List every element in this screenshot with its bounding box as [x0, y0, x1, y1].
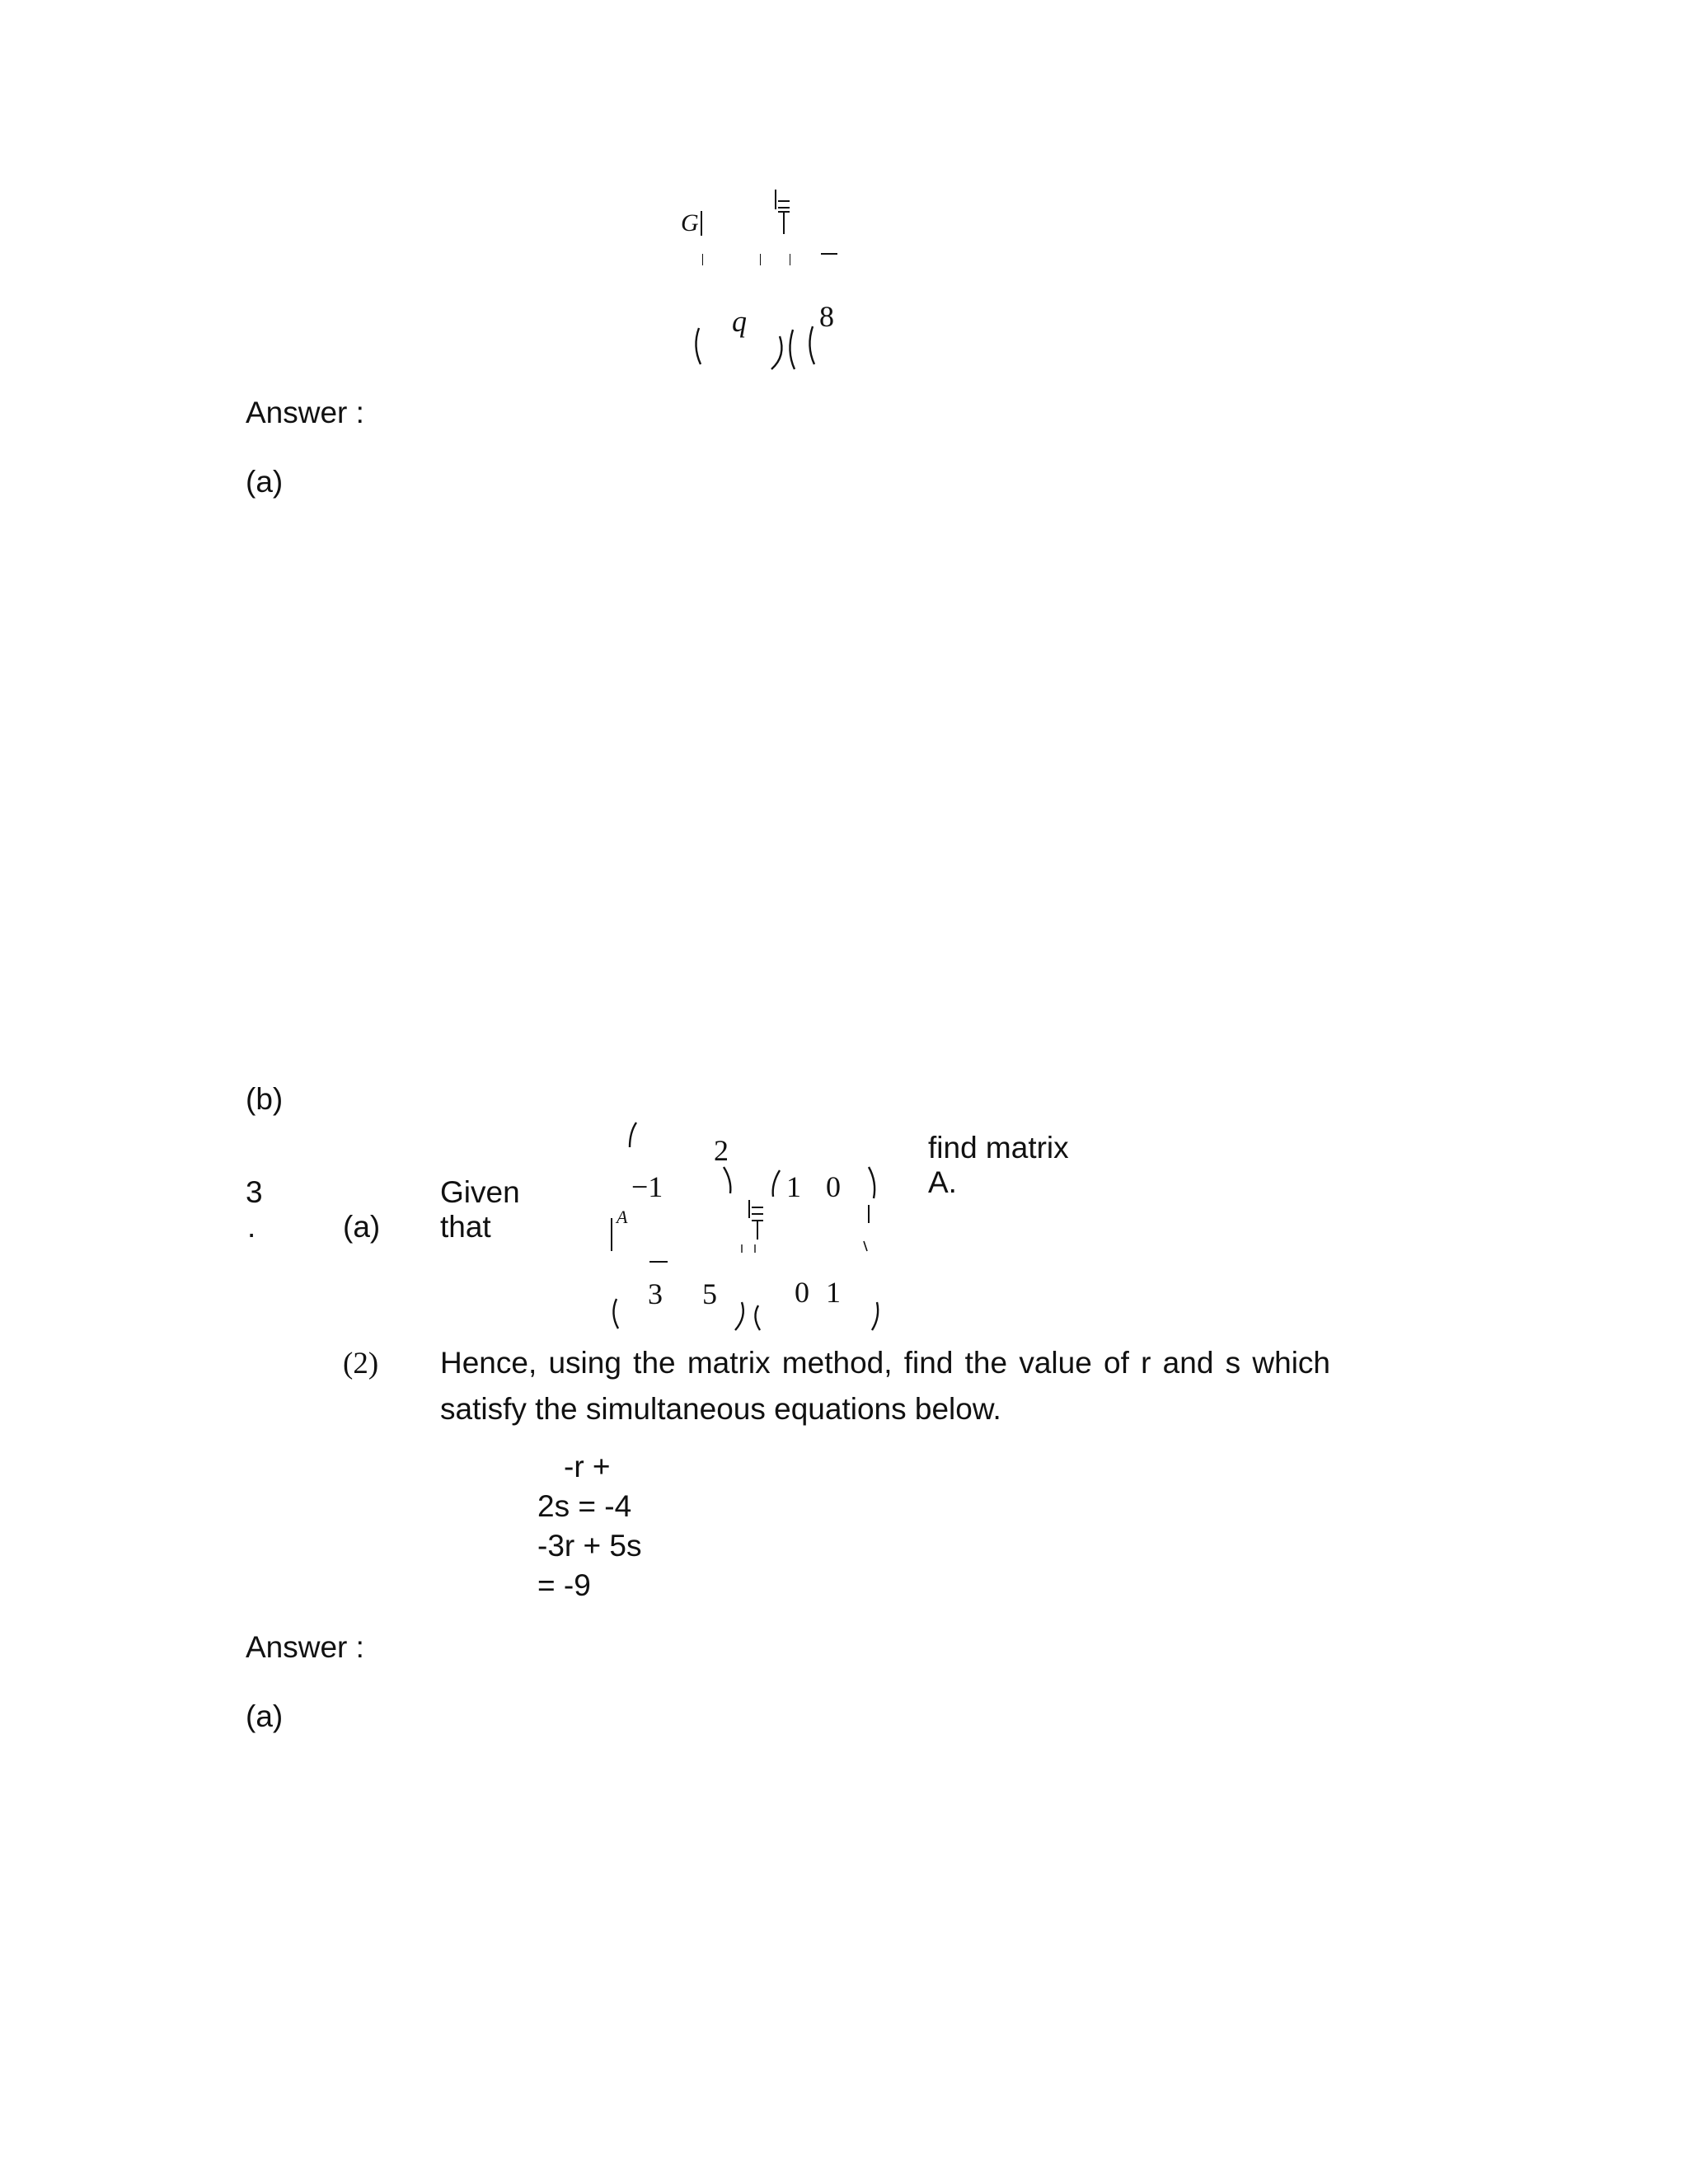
- answer-part-b-label: (b): [246, 1082, 284, 1116]
- bar-mark: [783, 211, 785, 234]
- question-number: 3: [246, 1175, 263, 1209]
- matrix-brackets: [602, 1119, 898, 1333]
- bar-mark: [748, 1200, 750, 1218]
- answer-label: Answer :: [246, 396, 364, 429]
- matrix-variable-a: A: [617, 1207, 628, 1227]
- identity-entry-r2c2: 1: [826, 1276, 841, 1309]
- equation-line-3: -3r + 5s: [537, 1529, 642, 1563]
- bar-mark: [775, 190, 776, 209]
- equals-mark: [778, 207, 790, 209]
- minus-sign: [649, 1261, 668, 1263]
- equation-line-4: = -9: [537, 1568, 591, 1602]
- equation-line-1: -r +: [564, 1450, 611, 1483]
- variable-g: G: [681, 209, 699, 237]
- given-text: Given: [440, 1175, 520, 1209]
- equals-mark: [778, 200, 790, 202]
- answer-label: Answer :: [246, 1630, 364, 1664]
- bar-mark: [757, 1220, 758, 1240]
- tick-mark: [702, 254, 703, 265]
- answer-part-a-label: (a): [246, 465, 284, 499]
- find-matrix-text: find matrix: [928, 1131, 1069, 1165]
- matrix-entry-r2c2: 5: [702, 1277, 717, 1310]
- variable-q: q: [732, 305, 747, 338]
- find-matrix-a-text: A.: [928, 1165, 957, 1199]
- that-text: that: [440, 1210, 491, 1244]
- equals-mark: [752, 1207, 763, 1208]
- minus-mark: [821, 253, 837, 255]
- identity-entry-r1c1: 1: [786, 1170, 801, 1203]
- bracket-fragments: [691, 321, 839, 371]
- part-b-label: (2): [343, 1347, 379, 1380]
- tick-mark: [760, 254, 761, 265]
- equation-line-2: 2s = -4: [537, 1489, 632, 1523]
- bar-mark: [701, 211, 702, 236]
- identity-entry-r1c2: 0: [826, 1170, 841, 1203]
- matrix-entry-r1c1: −1: [631, 1170, 663, 1203]
- hence-instruction: Hence, using the matrix method, find the value of r and s which satisfy the simultaneous equations below.: [440, 1346, 1330, 1426]
- question-number-dot: .: [247, 1210, 256, 1244]
- matrix-entry-r1c2: 2: [714, 1134, 729, 1167]
- answer-part-a-label: (a): [246, 1699, 284, 1733]
- overline-mark: [778, 211, 790, 213]
- number-eight: 8: [819, 300, 834, 333]
- equals-mark: [752, 1213, 763, 1215]
- identity-entry-r2c1: 0: [795, 1276, 809, 1309]
- matrix-entry-r2c1: 3: [648, 1277, 663, 1310]
- part-a-label: (a): [343, 1210, 381, 1244]
